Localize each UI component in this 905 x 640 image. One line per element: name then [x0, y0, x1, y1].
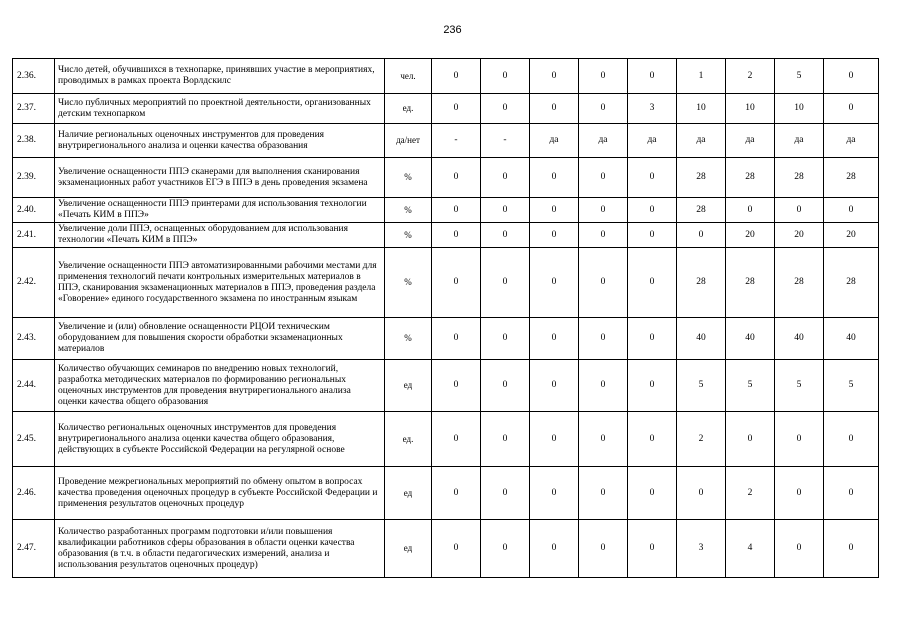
row-number: 2.38.: [13, 124, 55, 158]
value-cell: 0: [481, 158, 530, 198]
unit-of-measure: ед.: [385, 412, 432, 467]
value-cell: 28: [726, 158, 775, 198]
value-cell: 0: [579, 223, 628, 248]
table-row: [13, 412, 879, 467]
value-cell: 0: [775, 198, 824, 223]
value-cell: 0: [481, 248, 530, 318]
value-cell: да: [628, 124, 677, 158]
table-row: [13, 248, 879, 318]
table-row: [13, 198, 879, 223]
value-cell: -: [432, 124, 481, 158]
page-number: 236: [443, 24, 462, 36]
value-cell: 0: [775, 520, 824, 578]
indicator-description: Увеличение и (или) обновление оснащенности РЦОИ техническим оборудованием для повышения скорости обработки экзаменационных материалов: [55, 318, 385, 360]
value-cell: 0: [628, 467, 677, 520]
value-cell: 0: [432, 59, 481, 94]
value-cell: 5: [824, 360, 879, 412]
value-cell: 5: [775, 360, 824, 412]
table-body: [13, 59, 879, 578]
value-cell: 0: [432, 248, 481, 318]
value-cell: да: [726, 124, 775, 158]
indicator-description: Увеличение оснащенности ППЭ автоматизированными рабочими местами для применения технологий печати контрольных измерительных материалов в ППЭ, сканирования экзаменационных материалов в ППЭ, проведения раздела «Говорение» единого государственного экзамена по иностранным языкам: [55, 248, 385, 318]
value-cell: 0: [530, 248, 579, 318]
value-cell: 5: [775, 59, 824, 94]
value-cell: 28: [677, 158, 726, 198]
value-cell: 0: [481, 360, 530, 412]
unit-of-measure: да/нет: [385, 124, 432, 158]
value-cell: 0: [579, 360, 628, 412]
row-number: 2.36.: [13, 59, 55, 94]
value-cell: 28: [824, 158, 879, 198]
value-cell: 0: [579, 94, 628, 124]
table-row: [13, 360, 879, 412]
value-cell: 28: [677, 198, 726, 223]
table-row: [13, 318, 879, 360]
value-cell: 0: [579, 198, 628, 223]
value-cell: 0: [579, 412, 628, 467]
value-cell: 5: [677, 360, 726, 412]
value-cell: 0: [530, 94, 579, 124]
indicator-description: Число публичных мероприятий по проектной деятельности, организованных детским технопарком: [55, 94, 385, 124]
table-row: [13, 94, 879, 124]
value-cell: 0: [432, 360, 481, 412]
value-cell: 0: [775, 412, 824, 467]
value-cell: 0: [824, 198, 879, 223]
value-cell: 28: [775, 248, 824, 318]
value-cell: 0: [579, 158, 628, 198]
value-cell: 0: [432, 158, 481, 198]
value-cell: 40: [824, 318, 879, 360]
table-row: [13, 124, 879, 158]
row-number: 2.47.: [13, 520, 55, 578]
value-cell: 0: [726, 198, 775, 223]
value-cell: 0: [530, 520, 579, 578]
value-cell: 28: [824, 248, 879, 318]
value-cell: 0: [530, 198, 579, 223]
value-cell: 40: [677, 318, 726, 360]
unit-of-measure: чел.: [385, 59, 432, 94]
value-cell: 0: [530, 318, 579, 360]
value-cell: 0: [432, 223, 481, 248]
value-cell: 0: [432, 412, 481, 467]
row-number: 2.41.: [13, 223, 55, 248]
value-cell: 20: [726, 223, 775, 248]
value-cell: 0: [579, 520, 628, 578]
value-cell: 0: [530, 59, 579, 94]
indicator-description: Увеличение оснащенности ППЭ принтерами для использования технологии «Печать КИМ в ППЭ»: [55, 198, 385, 223]
table-row: [13, 223, 879, 248]
value-cell: да: [775, 124, 824, 158]
indicators-table: [12, 58, 879, 578]
value-cell: 5: [726, 360, 775, 412]
value-cell: 2: [677, 412, 726, 467]
row-number: 2.45.: [13, 412, 55, 467]
value-cell: 0: [530, 158, 579, 198]
value-cell: 0: [432, 467, 481, 520]
indicator-description: Количество разработанных программ подготовки и/или повышения квалификации работников сферы образования в области оценки качества образования (в т.ч. в области педагогических измерений, анализа и использования результатов оценочных процедур): [55, 520, 385, 578]
value-cell: 0: [481, 318, 530, 360]
value-cell: 40: [726, 318, 775, 360]
value-cell: 4: [726, 520, 775, 578]
unit-of-measure: %: [385, 248, 432, 318]
table-row: [13, 467, 879, 520]
value-cell: 28: [775, 158, 824, 198]
value-cell: 0: [824, 520, 879, 578]
value-cell: 0: [579, 248, 628, 318]
value-cell: 0: [481, 59, 530, 94]
value-cell: 0: [579, 467, 628, 520]
row-number: 2.43.: [13, 318, 55, 360]
indicator-description: Увеличение оснащенности ППЭ сканерами для выполнения сканирования экзаменационных работ участников ЕГЭ в ППЭ в день проведения экзамена: [55, 158, 385, 198]
value-cell: 0: [677, 467, 726, 520]
value-cell: 0: [530, 467, 579, 520]
value-cell: 0: [579, 318, 628, 360]
indicator-description: Проведение межрегиональных мероприятий по обмену опытом в вопросах качества проведения оценочных процедур в субъекте Российской Федерации и применения результатов оценочных процедур: [55, 467, 385, 520]
value-cell: 0: [824, 59, 879, 94]
value-cell: 0: [628, 59, 677, 94]
value-cell: 0: [628, 223, 677, 248]
table-row: [13, 158, 879, 198]
value-cell: 0: [824, 412, 879, 467]
value-cell: 0: [628, 520, 677, 578]
value-cell: да: [824, 124, 879, 158]
unit-of-measure: %: [385, 318, 432, 360]
value-cell: 10: [775, 94, 824, 124]
unit-of-measure: %: [385, 198, 432, 223]
unit-of-measure: %: [385, 158, 432, 198]
value-cell: 10: [726, 94, 775, 124]
value-cell: да: [677, 124, 726, 158]
value-cell: 0: [677, 223, 726, 248]
row-number: 2.39.: [13, 158, 55, 198]
value-cell: 0: [432, 198, 481, 223]
value-cell: 20: [775, 223, 824, 248]
value-cell: 0: [726, 412, 775, 467]
unit-of-measure: ед: [385, 520, 432, 578]
unit-of-measure: ед: [385, 360, 432, 412]
value-cell: 0: [579, 59, 628, 94]
value-cell: 0: [530, 223, 579, 248]
row-number: 2.46.: [13, 467, 55, 520]
value-cell: 40: [775, 318, 824, 360]
table-row: [13, 59, 879, 94]
value-cell: 1: [677, 59, 726, 94]
value-cell: 2: [726, 467, 775, 520]
value-cell: 3: [677, 520, 726, 578]
value-cell: 0: [775, 467, 824, 520]
value-cell: 0: [481, 223, 530, 248]
value-cell: 10: [677, 94, 726, 124]
value-cell: да: [530, 124, 579, 158]
value-cell: 0: [628, 360, 677, 412]
row-number: 2.42.: [13, 248, 55, 318]
value-cell: 0: [481, 412, 530, 467]
unit-of-measure: ед.: [385, 94, 432, 124]
value-cell: 0: [628, 158, 677, 198]
value-cell: 0: [824, 467, 879, 520]
value-cell: 0: [530, 360, 579, 412]
row-number: 2.37.: [13, 94, 55, 124]
value-cell: 2: [726, 59, 775, 94]
value-cell: 0: [628, 318, 677, 360]
value-cell: 3: [628, 94, 677, 124]
indicator-description: Количество региональных оценочных инструментов для проведения внутрирегионального анализа оценки качества общего образования, действующих в субъекте Российской Федерации на регулярной основе: [55, 412, 385, 467]
indicator-description: Количество обучающих семинаров по внедрению новых технологий, разработка методических материалов по формированию региональных оценочных инструментов для проведения внутрирегионального анализа оценки качества общего образования: [55, 360, 385, 412]
value-cell: 0: [628, 248, 677, 318]
value-cell: 28: [677, 248, 726, 318]
table-row: [13, 520, 879, 578]
row-number: 2.40.: [13, 198, 55, 223]
value-cell: 0: [824, 94, 879, 124]
value-cell: 20: [824, 223, 879, 248]
value-cell: 0: [481, 467, 530, 520]
value-cell: 0: [530, 412, 579, 467]
value-cell: 0: [432, 520, 481, 578]
value-cell: 0: [481, 520, 530, 578]
value-cell: -: [481, 124, 530, 158]
value-cell: 0: [628, 198, 677, 223]
value-cell: 0: [481, 198, 530, 223]
row-number: 2.44.: [13, 360, 55, 412]
value-cell: 0: [628, 412, 677, 467]
value-cell: 28: [726, 248, 775, 318]
value-cell: 0: [432, 94, 481, 124]
value-cell: 0: [432, 318, 481, 360]
indicator-description: Число детей, обучившихся в технопарке, принявших участие в мероприятиях, проводимых в рамках проекта Ворлдскилс: [55, 59, 385, 94]
indicator-description: Наличие региональных оценочных инструментов для проведения внутрирегионального анализа и оценки качества образования: [55, 124, 385, 158]
unit-of-measure: %: [385, 223, 432, 248]
indicator-description: Увеличение доли ППЭ, оснащенных оборудованием для использования технологии «Печать КИМ в ППЭ»: [55, 223, 385, 248]
value-cell: да: [579, 124, 628, 158]
value-cell: 0: [481, 94, 530, 124]
unit-of-measure: ед: [385, 467, 432, 520]
